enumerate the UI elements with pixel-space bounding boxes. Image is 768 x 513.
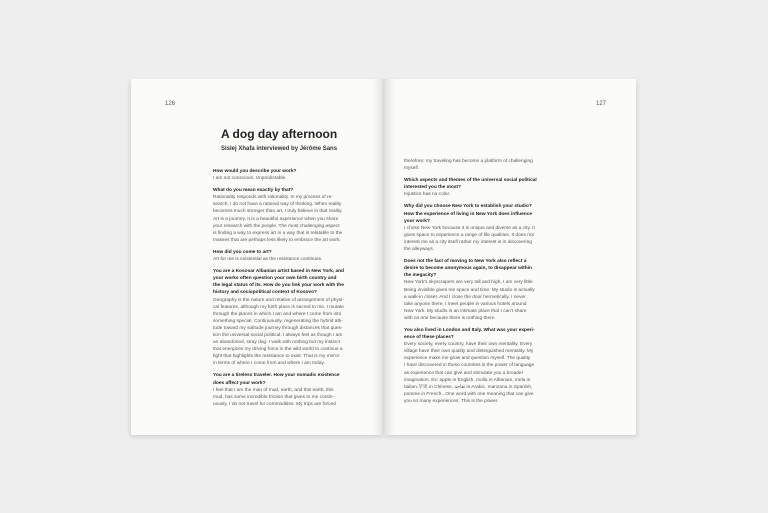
answer-line: Geography is the nature and relative of arrangement of physi- (213, 297, 344, 303)
right-page (384, 79, 636, 435)
page-number-right: 127 (595, 101, 606, 107)
answer-line: through the places in which I am and where I come from into (213, 311, 342, 317)
question-line: How would you describe your work? (213, 169, 297, 174)
answer-line: an abandoned, stray dog. I walk with nothing but my instinct (213, 340, 340, 346)
answer-line: cal features, although my birth place is sacred to me. I mutate (213, 304, 344, 310)
interview-block (404, 258, 554, 322)
question-line: How the experience of living in New York does influence (404, 211, 533, 217)
answer-line: Rationality responds with rationality. In my process of re- (213, 195, 333, 201)
answer-line: New York. My studio is an intimate place that I can't share (404, 308, 527, 314)
answer-line: therefore; my traveling has become a platform of challenging (404, 159, 533, 164)
question-line: the legal status of its. How do you link your work with the (213, 283, 344, 289)
answer-line: tion the universal social political. I always feel as though I am (213, 332, 343, 338)
answer-line: something special. Continuously, regenerating the hybrid atti- (213, 318, 343, 324)
question-line: What do you mean exactly by that? (213, 188, 294, 194)
answer-line: in terms of where I come from and where I am today. (213, 361, 325, 367)
answer-line: mud, has some incredible friction that gives to me contin- (213, 394, 335, 400)
answer-line: a walk-in closet. And I close the door hermetically. I never (404, 294, 526, 300)
answer-line: take anyone there, I meet people in various hotels around (404, 301, 527, 307)
question-line: your works often question your own birth country and (213, 276, 337, 282)
answer-line: fight that highlights the resistance to exist. That is my mirror (213, 354, 340, 360)
answer-line: I have discovered in these countries is the power of language (404, 363, 535, 369)
answer-line: village have their own quality and distinguished mentality. My (404, 349, 534, 355)
answer-line: becomes much stronger than art, I truly believe in that reality. (213, 209, 343, 215)
answer-line: Art is a journey. It is a beautiful experience when you share (213, 216, 339, 222)
answer-line: imagination. Ex: apple in English, molla in Albanian, mela in (404, 377, 531, 383)
answer-line: interest me as a city itself rather my interest is in discovering (404, 239, 532, 245)
answer-line: Injustice has no color. (404, 192, 451, 198)
question-line: does affect your work? (213, 380, 266, 386)
question-line: interested you the most? (404, 185, 462, 191)
answer-line: I feel that I am the man of mud, earth, and this earth, this (213, 387, 334, 393)
answer-line: tude toward my solitude journey through distances that ques- (213, 325, 343, 331)
page-number-left: 126 (165, 101, 176, 107)
question-line: Does not the fact of moving to New York also reflect a (404, 259, 527, 265)
answer-line: that energizes my driving force in the wild world to continue a (213, 347, 343, 353)
open-book (131, 79, 636, 435)
question-line: desire to become anonymous again, to disappear within (404, 266, 532, 272)
interview-block (404, 177, 554, 198)
answer-line: Every society, every country, have their own mentality. Every (404, 342, 533, 348)
interview-block (213, 249, 363, 263)
answer-line: I am not conscious. Unpredictable. (213, 176, 287, 182)
answer-line: uously. I do not travel for commodities. My trips are forced (213, 401, 336, 407)
answer-line: Art for me is existential as the resistance continues. (213, 257, 323, 263)
question-line: Which aspects and themes of the universal social political (404, 178, 537, 184)
answer-line: New York's skyscrapers are very tall and high, I am very little. (404, 280, 534, 286)
question-line: the megacity? (404, 273, 437, 279)
left-page-body (213, 168, 363, 413)
answer-line: your research with the people. The most challenging aspect (213, 223, 340, 229)
interview-block (213, 168, 363, 182)
question-line: history and sociopolitical context of Kosovo? (213, 290, 317, 296)
answer-line: with no one because there is nothing there. (404, 315, 496, 321)
answer-line: gives space to experience a range of life qualities. It does not (404, 232, 534, 238)
article-title: A dog day afternoon (221, 127, 338, 141)
answer-line: pomme in French...One word with one meaning that can give (404, 391, 534, 397)
interview-block (213, 268, 363, 367)
interview-block (404, 158, 554, 172)
interview-block (213, 372, 363, 407)
interview-block (213, 187, 363, 244)
question-line: your work? (404, 218, 430, 224)
answer-line: masses that are perhaps less likely to embrace the art work. (213, 237, 341, 243)
answer-line: myself. (404, 166, 420, 172)
question-line: How did you come to art? (213, 249, 272, 255)
left-page (131, 79, 384, 435)
question-line: ence of these places? (404, 335, 454, 341)
answer-line: Italian,苹果 in Chinese, تفاحة in Arabic, manzana in Spanish, (404, 384, 533, 390)
answer-line: you so many experiences. This is the power. (404, 398, 499, 404)
question-line: You also lived in London and Italy. What was your experi- (404, 327, 535, 333)
article-subtitle: Sislej Xhafa interviewed by Jérôme Sans (221, 146, 338, 152)
question-line: Why did you choose New York to establish your studio? (404, 204, 532, 210)
answer-line: I chose New York because it is unique and diverse as a city. It (404, 225, 535, 231)
interview-block (404, 327, 554, 405)
question-line: You are a tireless traveler. How your nomadic existence (213, 373, 340, 379)
answer-line: as experience that can give and stimulate you a broader (404, 370, 524, 376)
question-line: You are a Kosovar Albanian artist based in New York, and (213, 269, 344, 275)
answer-line: the alleyways. (404, 247, 435, 253)
answer-line: search, I do not have a rational way of thinking. When reality (213, 202, 342, 208)
answer-line: is finding a way to express art in a way that is relatable to the (213, 230, 343, 236)
answer-line: experience make me grow and question myself. The quality (404, 356, 531, 362)
right-page-body (404, 158, 554, 410)
answer-line: Being invisible gives me space and time. My studio is actually (404, 287, 535, 293)
interview-block (404, 203, 554, 253)
